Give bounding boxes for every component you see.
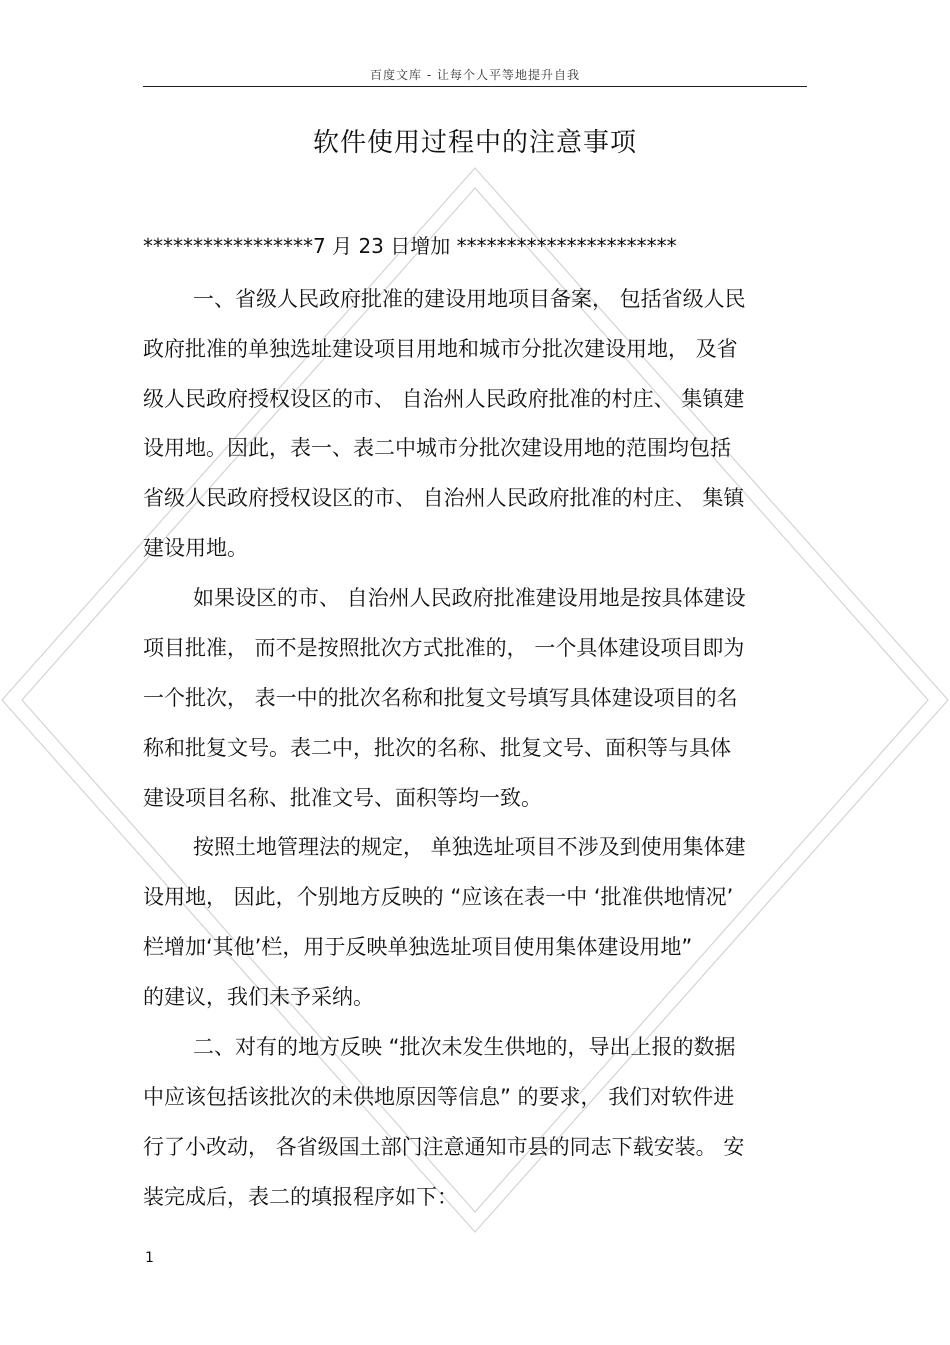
text-line: 如果设区的市、 自治州人民政府批准建设用地是按具体建设 xyxy=(193,586,746,610)
text-line: 建设项目名称、批准文号、面积等均一致。 xyxy=(143,786,542,810)
page-header-text: 百度文库 - 让每个人平等地提升自我 xyxy=(370,68,580,82)
text-line: 按照土地管理法的规定， 单独选址项目不涉及到使用集体建 xyxy=(193,835,746,859)
text-line: 政府批准的单独选址建设项目用地和城市分批次建设用地， 及省 xyxy=(143,337,738,361)
text-line: 设用地， 因此，个别地方反映的 “应该在表一中 ‘批准供地情况’ xyxy=(143,885,734,909)
text-line: 省级人民政府授权设区的市、 自治州人民政府批准的村庄、 集镇 xyxy=(143,486,745,510)
text-line: 装完成后，表二的填报程序如下： xyxy=(143,1185,458,1209)
text-line: 一个批次， 表一中的批次名称和批复文号填写具体建设项目的名 xyxy=(143,686,738,710)
dateline: *****************7 月 23 日增加 ********************** xyxy=(143,234,677,258)
text-line: 行了小改动， 各省级国土部门注意通知市县的同志下载安装。 安 xyxy=(143,1135,745,1159)
text-line: 一、省级人民政府批准的建设用地项目备案， 包括省级人民 xyxy=(193,287,746,311)
page-number: 1 xyxy=(145,1250,154,1266)
text-line: 的建议，我们未予采纳。 xyxy=(143,985,374,1009)
document-title: 软件使用过程中的注意事项 xyxy=(312,128,637,158)
header-rule xyxy=(143,86,807,87)
text-line: 称和批复文号。表二中，批次的名称、批复文号、面积等与具体 xyxy=(143,736,731,760)
text-line: 级人民政府授权设区的市、 自治州人民政府批准的村庄、 集镇建 xyxy=(143,387,745,411)
text-line: 中应该包括该批次的未供地原因等信息” 的要求， 我们对软件进 xyxy=(143,1085,735,1109)
text-line: 建设用地。 xyxy=(143,536,248,560)
text-line: 设用地。因此，表一、表二中城市分批次建设用地的范围均包括 xyxy=(143,436,731,460)
text-line: 项目批准， 而不是按照批次方式批准的， 一个具体建设项目即为 xyxy=(143,636,745,660)
text-line: 二、对有的地方反映 “批次未发生供地的，导出上报的数据 xyxy=(193,1035,736,1059)
text-line: 栏增加‘其他’栏，用于反映单独选址项目使用集体建设用地” xyxy=(143,935,693,959)
